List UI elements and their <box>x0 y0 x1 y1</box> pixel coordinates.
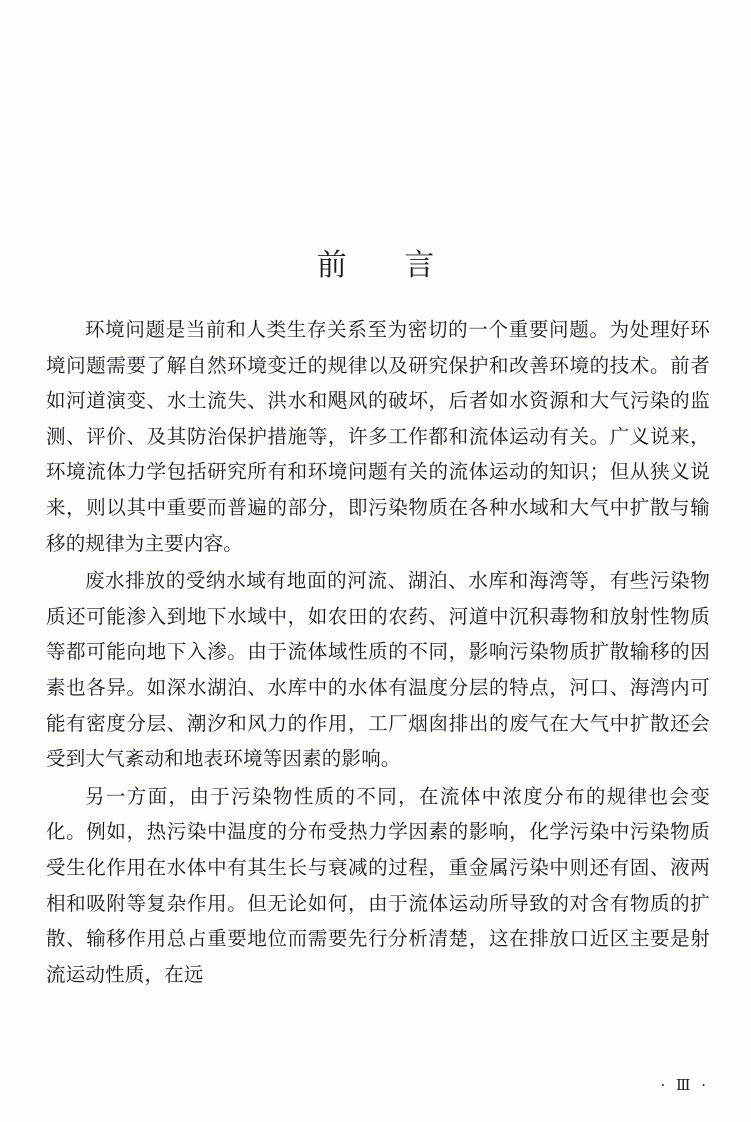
paragraph: 环境问题是当前和人类生存关系至为密切的一个重要问题。为处理好环境问题需要了解自然环境变迁的规律以及研究保护和改善环境的技术。前者如河道演变、水土流失、洪水和飓风的破坏，后者如水资源和大气污染的监测、评价、及其防治保护措施等，许多工作都和流体运动有关。广义说来，环境流体力学包括研究所有和环境问题有关的流体运动的知识；但从狭义说来，则以其中重要而普遍的部分，即污染物质在各种水域和大气中扩散与输移的规律为主要内容。 <box>46 318 710 555</box>
page-title: 前 言 <box>316 248 459 283</box>
page-number: · Ⅲ · <box>660 1076 709 1094</box>
paragraph: 废水排放的受纳水域有地面的河流、湖泊、水库和海湾等，有些污染物质还可能渗入到地下水域中，如农田的农药、河道中沉积毒物和放射性物质等都可能向地下入渗。由于流体域性质的不同，影响污染物质扩散输移的因素也各异。如深水湖泊、水库中的水体有温度分层的特点，河口、海湾内可能有密度分层、潮汐和风力的作用，工厂烟囱排出的废气在大气中扩散还会受到大气紊动和地表环境等因素的影响。 <box>46 569 710 771</box>
body-text <box>46 312 710 994</box>
paragraph: 另一方面，由于污染物性质的不同，在流体中浓度分布的规律也会变化。例如，热污染中温度的分布受热力学因素的影响，化学污染中污染物质受生化作用在水体中有其生长与衰减的过程，重金属污染中则还有固、液两相和吸附等复杂作用。但无论如何，由于流体运动所导致的对含有物质的扩散、输移作用总占重要地位而需要先行分析清楚，这在排放口近区主要是射流运动性质，在远 <box>46 784 710 986</box>
